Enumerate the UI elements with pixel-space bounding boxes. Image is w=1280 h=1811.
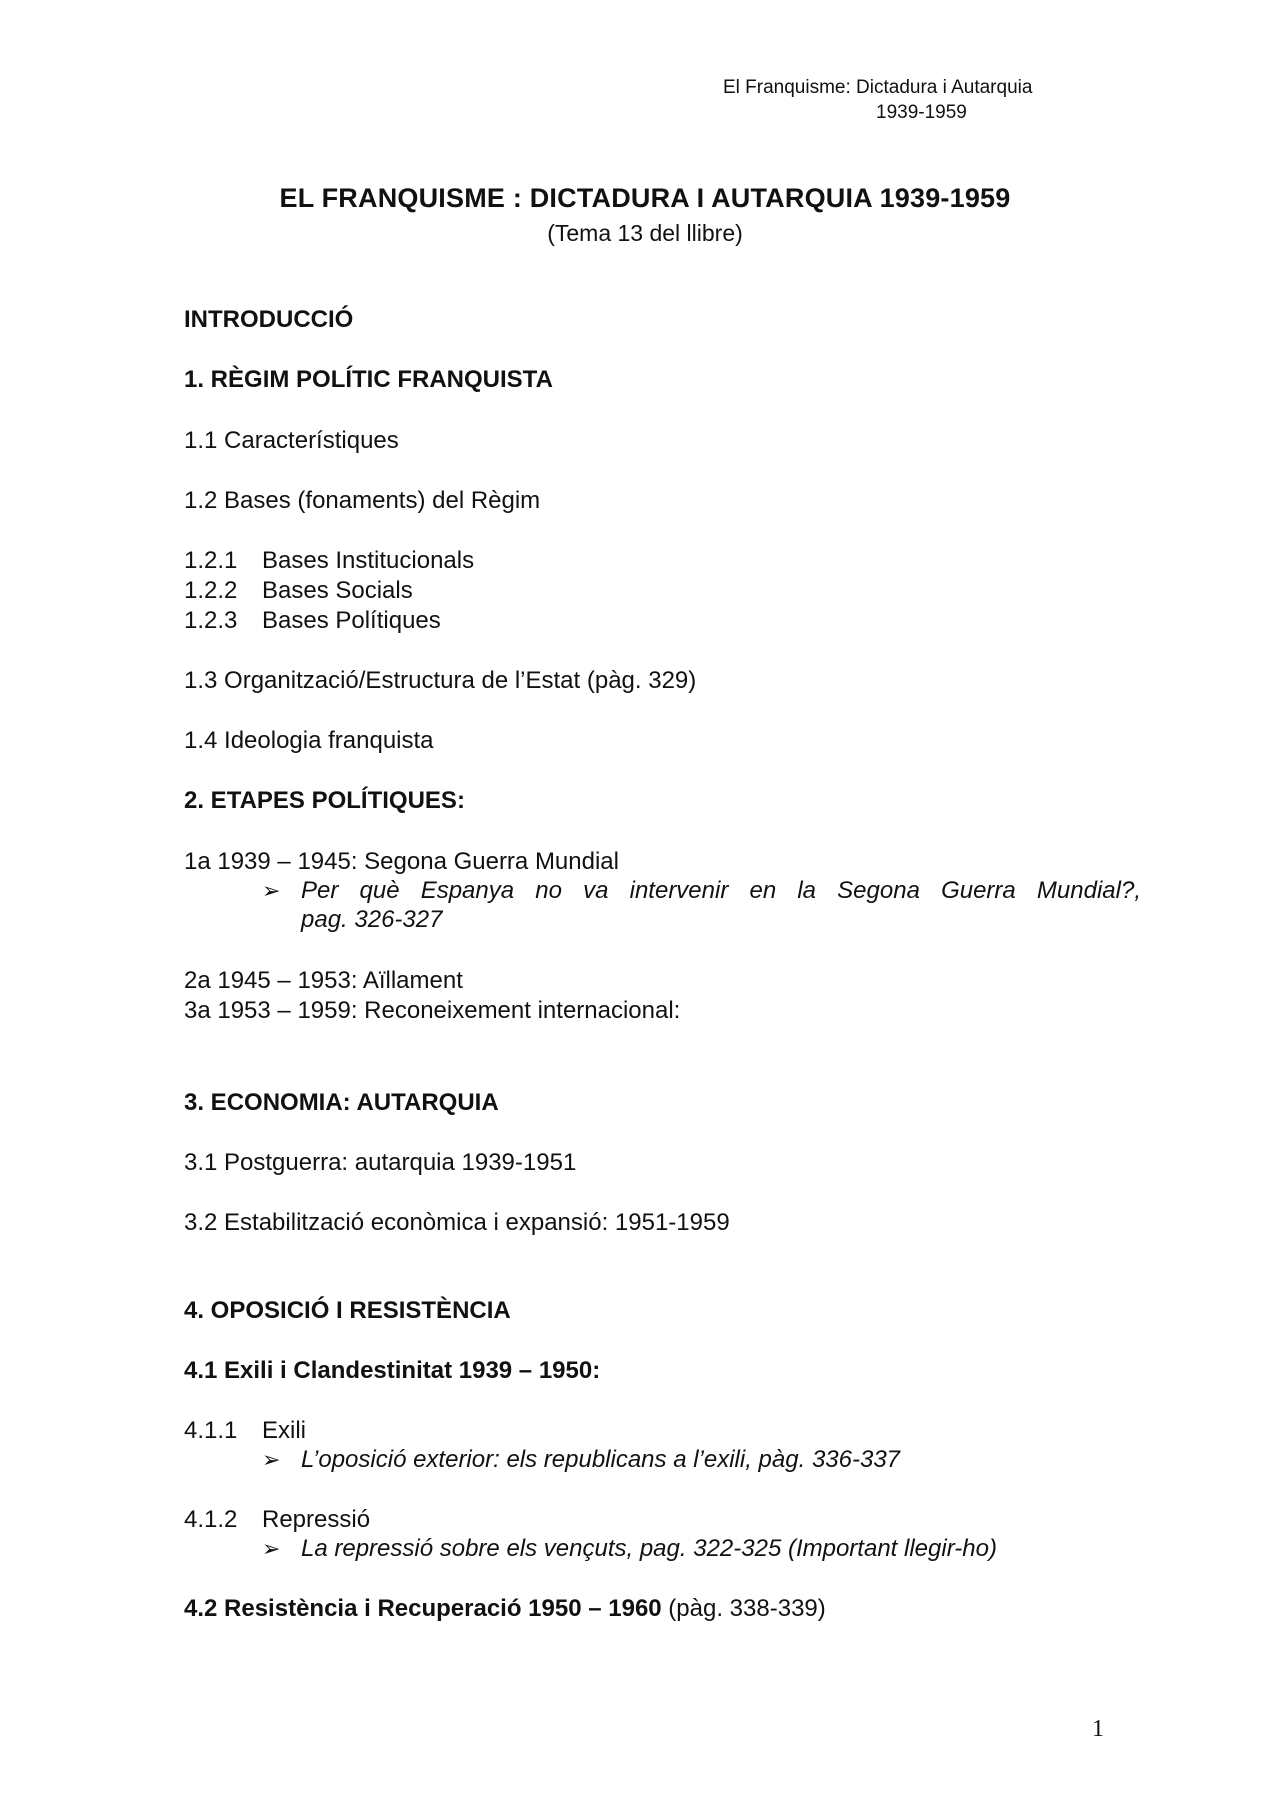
item-1-2-2-number: 1.2.2	[184, 577, 238, 604]
etapa-1: 1a 1939 – 1945: Segona Guerra Mundial	[184, 848, 619, 875]
item-1-2-1-number: 1.2.1	[184, 547, 238, 574]
item-1-2-2	[184, 577, 413, 605]
bullet-arrow-icon: ➢	[262, 1536, 281, 1561]
document-title: EL FRANQUISME : DICTADURA I AUTARQUIA 1939-1959	[279, 183, 1011, 213]
item-4-2-title: 4.2 Resistència i Recuperació 1950 – 1960	[184, 1595, 662, 1622]
bullet-arrow-icon: ➢	[262, 1447, 281, 1472]
item-4-2-pages: (pàg. 338-339)	[661, 1595, 826, 1622]
item-4-1-1-note: L’oposició exterior: els republicans a l’exili, pàg. 336-337	[301, 1446, 901, 1473]
item-4-1-2-number: 4.1.2	[184, 1506, 238, 1533]
heading-section-2: 2. ETAPES POLÍTIQUES:	[184, 787, 465, 814]
etapa-1-note-line2: pag. 326-327	[301, 906, 443, 933]
item-1-2-3-number: 1.2.3	[184, 607, 238, 634]
page-number: 1	[1092, 1716, 1104, 1742]
item-4-1-2-label: Repressió	[262, 1506, 371, 1533]
item-4-2	[184, 1595, 826, 1623]
item-3-2: 3.2 Estabilització econòmica i expansió: 1951-1959	[184, 1209, 730, 1236]
item-1-2-3	[184, 607, 441, 635]
etapa-1-note-line1: Per què Espanya no va intervenir en la Segona Guerra Mundial?,	[301, 877, 1141, 904]
heading-section-1: 1. RÈGIM POLÍTIC FRANQUISTA	[184, 366, 553, 393]
heading-section-3: 3. ECONOMIA: AUTARQUIA	[184, 1089, 499, 1116]
item-4-1-1	[184, 1417, 306, 1445]
heading-section-4: 4. OPOSICIÓ I RESISTÈNCIA	[184, 1297, 511, 1324]
item-1-1: 1.1 Característiques	[184, 427, 399, 454]
etapa-2: 2a 1945 – 1953: Aïllament	[184, 967, 463, 994]
item-4-1-1-number: 4.1.1	[184, 1417, 238, 1444]
item-3-1: 3.1 Postguerra: autarquia 1939-1951	[184, 1149, 577, 1176]
bullet-arrow-icon: ➢	[262, 878, 281, 903]
document-subtitle: (Tema 13 del llibre)	[547, 220, 743, 246]
item-1-2-1	[184, 547, 474, 575]
item-1-2-3-label: Bases Polítiques	[262, 607, 441, 634]
item-4-1: 4.1 Exili i Clandestinitat 1939 – 1950:	[184, 1357, 601, 1384]
running-header-line1: El Franquisme: Dictadura i Autarquia	[723, 77, 1033, 98]
item-1-2: 1.2 Bases (fonaments) del Règim	[184, 487, 541, 514]
etapa-3: 3a 1953 – 1959: Reconeixement internacional:	[184, 997, 681, 1024]
item-4-1-2-note: La repressió sobre els vençuts, pag. 322-325 (Important llegir-ho)	[301, 1535, 997, 1562]
item-4-1-1-label: Exili	[262, 1417, 307, 1444]
heading-introduccio: INTRODUCCIÓ	[184, 306, 354, 333]
item-1-3: 1.3 Organització/Estructura de l’Estat (pàg. 329)	[184, 667, 697, 694]
item-1-2-1-label: Bases Institucionals	[262, 547, 475, 574]
item-4-1-2	[184, 1506, 370, 1534]
item-1-2-2-label: Bases Socials	[262, 577, 413, 604]
running-header-line2: 1939-1959	[876, 102, 967, 123]
item-1-4: 1.4 Ideologia franquista	[184, 727, 434, 754]
